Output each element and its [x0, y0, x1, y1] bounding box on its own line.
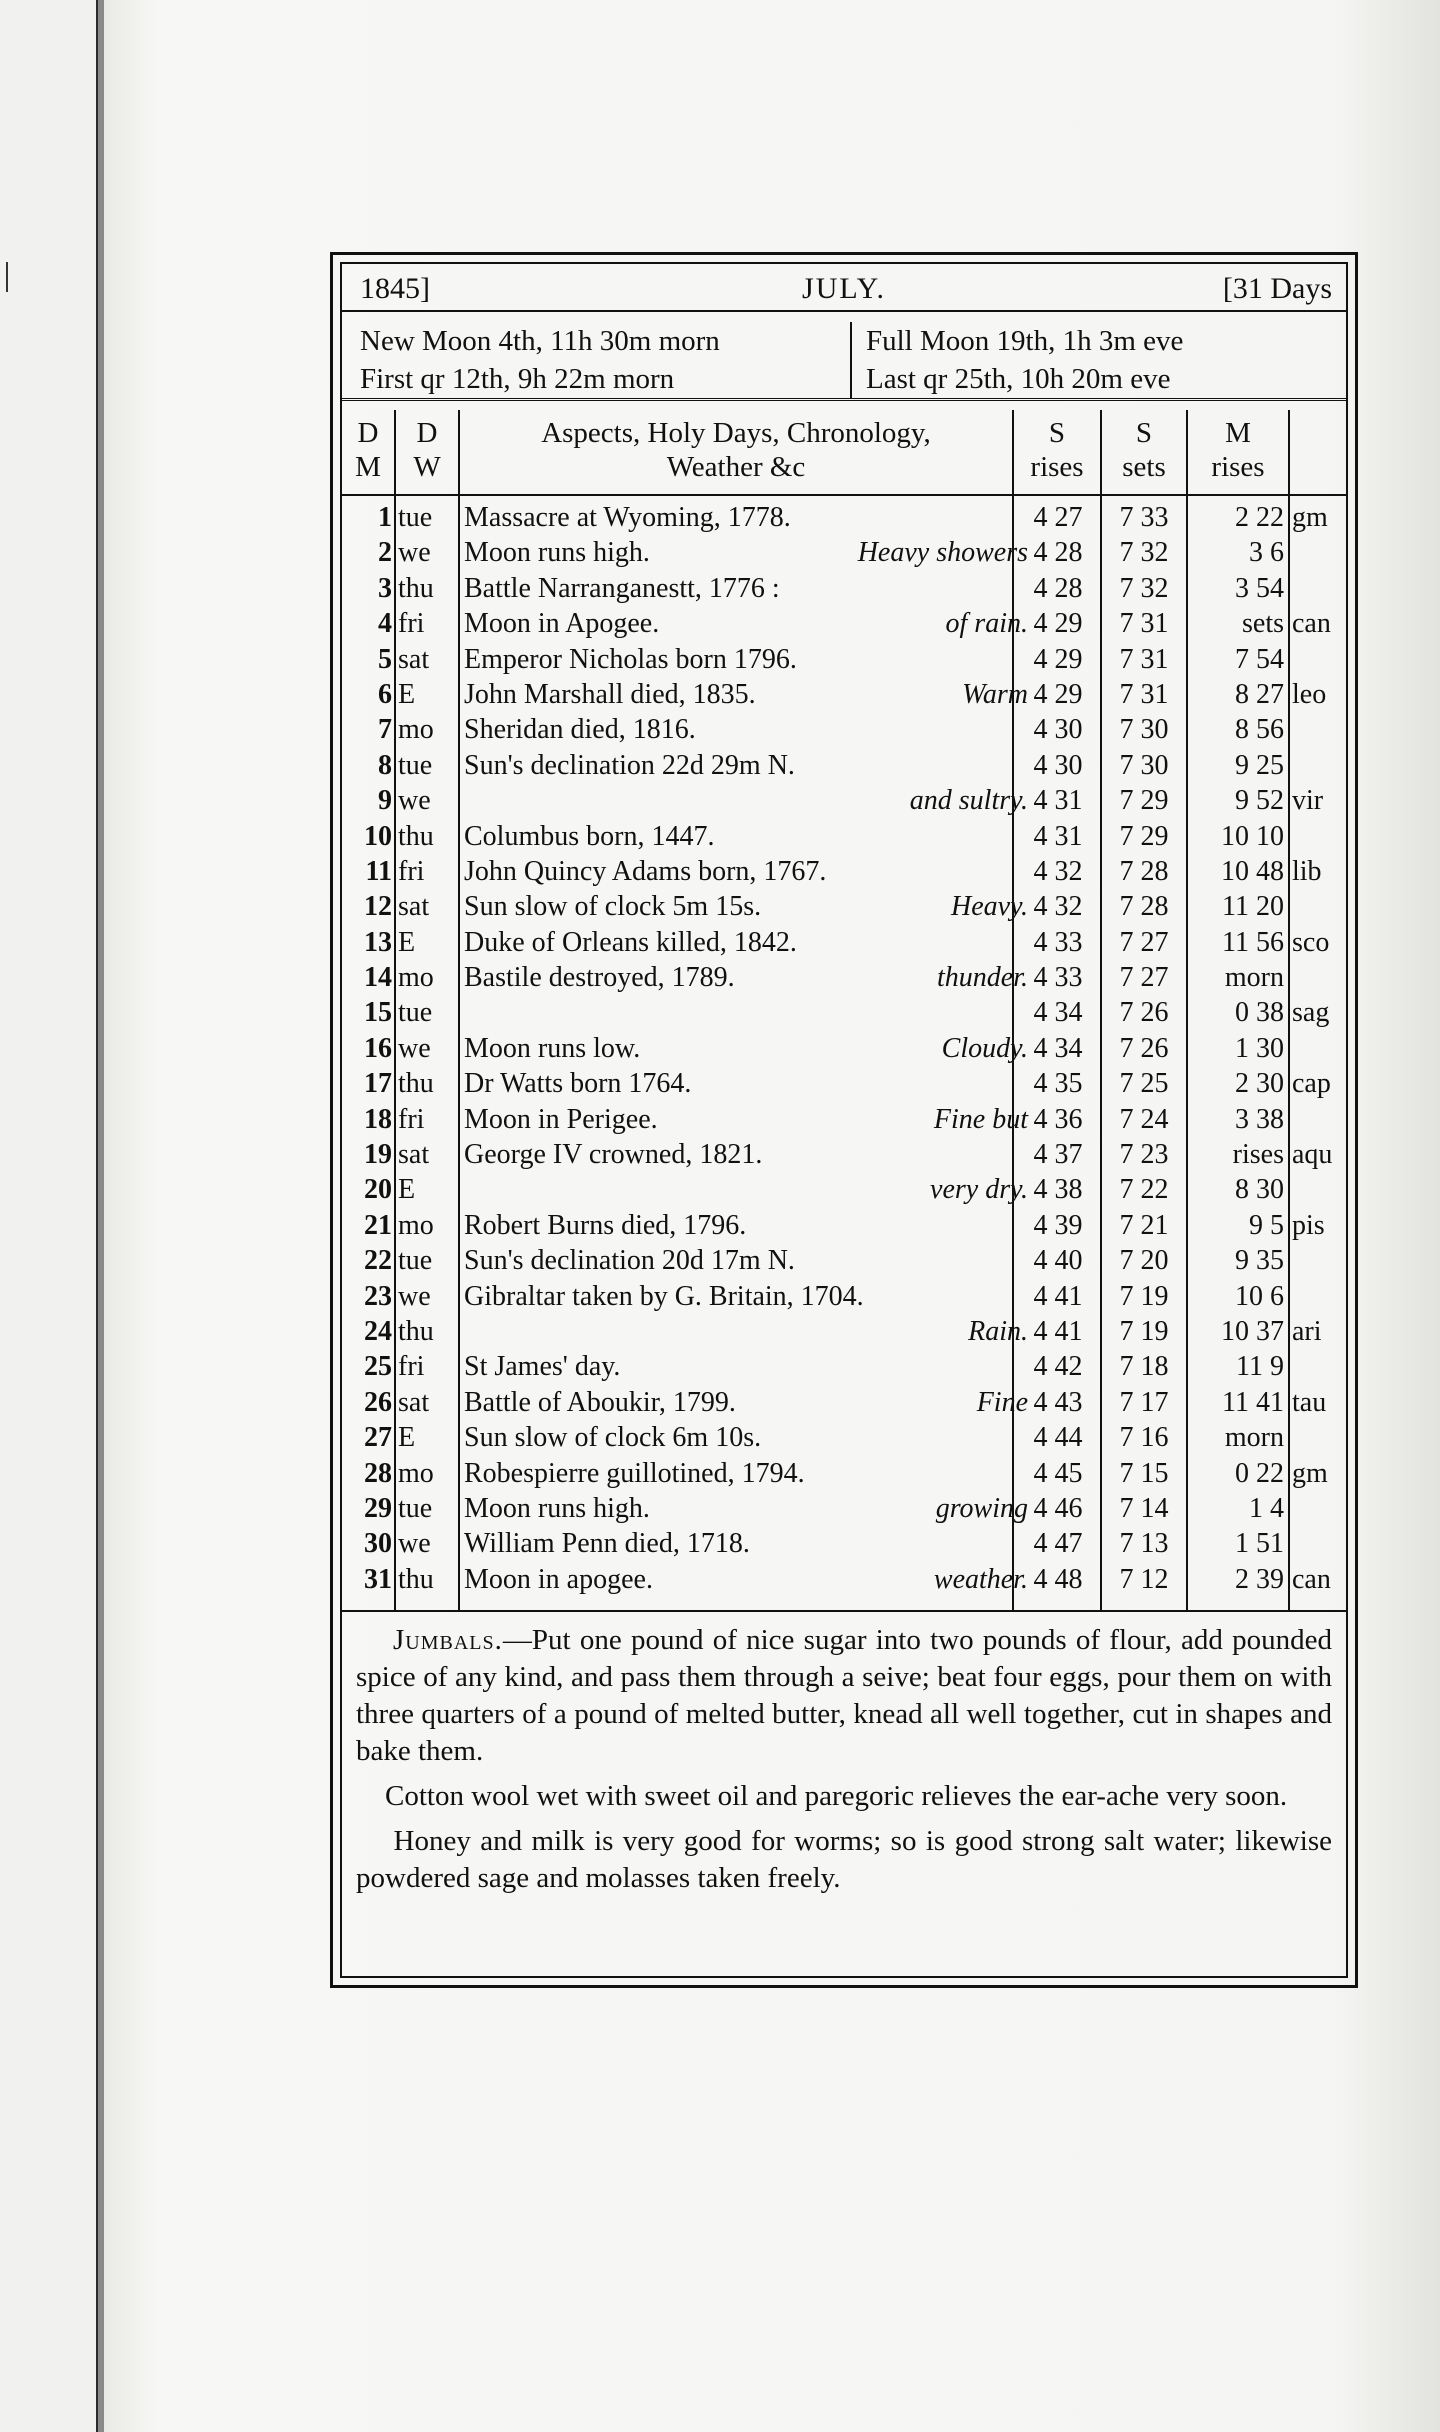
weather: very dry. [930, 1174, 1028, 1206]
moon-rises: sets [1242, 608, 1284, 640]
day-of-month: 6 [378, 678, 392, 710]
moon-rises: 7 54 [1235, 643, 1284, 675]
calendar-row [342, 1243, 1346, 1278]
recipe-section [356, 1622, 1332, 1964]
day-of-month: 15 [364, 997, 392, 1029]
moon-rises: 2 30 [1235, 1068, 1284, 1100]
day-of-week: fri [398, 1351, 425, 1383]
event: Bastile destroyed, 1789. [464, 962, 735, 994]
day-of-week: thu [398, 1315, 434, 1347]
sun-rises: 4 45 [1033, 1457, 1083, 1489]
sun-rises: 4 29 [1033, 643, 1083, 675]
sun-sets: 7 32 [1119, 537, 1169, 569]
day-of-week: E [398, 1174, 416, 1206]
zodiac: gm [1292, 1457, 1328, 1489]
sun-sets: 7 26 [1119, 1032, 1169, 1064]
sun-rises: 4 29 [1033, 678, 1083, 710]
day-of-week: sat [398, 643, 430, 675]
sun-sets: 7 31 [1119, 678, 1169, 710]
sun-sets: 7 14 [1119, 1492, 1169, 1524]
calendar-inner-frame [340, 262, 1348, 1978]
day-of-week: fri [398, 1103, 425, 1135]
moon-rises: 2 22 [1235, 502, 1284, 533]
header-days: [31 Days [1222, 272, 1332, 305]
zodiac: pis [1292, 1209, 1325, 1241]
sun-sets: 7 17 [1119, 1386, 1169, 1418]
day-of-month: 31 [364, 1563, 392, 1595]
sun-sets: 7 29 [1119, 785, 1169, 817]
moon-rises: 9 52 [1235, 785, 1284, 817]
event: Moon runs high. [464, 537, 650, 569]
day-of-week: sat [398, 891, 430, 923]
day-of-month: 17 [364, 1068, 392, 1100]
calendar-row [342, 642, 1346, 677]
moon-rises: 8 30 [1235, 1174, 1284, 1206]
moon-rises: 0 22 [1235, 1457, 1284, 1489]
moon-phases-left [360, 322, 720, 398]
calendar-row [342, 1208, 1346, 1243]
zodiac: lib [1292, 855, 1322, 887]
sun-rises: 4 30 [1033, 714, 1083, 746]
calendar-row [342, 1456, 1346, 1491]
header-month: JULY. [802, 272, 886, 305]
sun-rises: 4 35 [1033, 1068, 1083, 1100]
day-of-week: E [398, 926, 416, 958]
sun-sets: 7 13 [1119, 1528, 1169, 1560]
calendar-row [342, 571, 1346, 606]
col-header-sun-sets: S sets [1122, 417, 1166, 483]
day-of-week: we [398, 1280, 431, 1312]
sun-sets: 7 21 [1119, 1209, 1169, 1241]
calendar-row [342, 1349, 1346, 1384]
moon-rises: morn [1224, 1422, 1284, 1454]
sun-sets: 7 30 [1119, 749, 1169, 781]
event: John Quincy Adams born, 1767. [464, 855, 827, 887]
calendar-row [342, 748, 1346, 783]
sun-sets: 7 26 [1119, 997, 1169, 1029]
moon-rises: 9 35 [1235, 1245, 1284, 1277]
day-of-week: tue [398, 749, 433, 781]
moon-rises: 1 51 [1235, 1528, 1284, 1560]
day-of-week: sat [398, 1386, 430, 1418]
event: Massacre at Wyoming, 1778. [464, 502, 791, 533]
event: Sun's declination 20d 17m N. [464, 1245, 795, 1277]
event: Sun slow of clock 6m 10s. [464, 1422, 762, 1454]
event: George IV crowned, 1821. [464, 1139, 763, 1171]
zodiac: cap [1292, 1068, 1331, 1100]
event: Sun slow of clock 5m 15s. [464, 891, 762, 923]
weather: of rain. [945, 608, 1028, 640]
facing-page-mark [6, 262, 8, 292]
moon-rises: 3 38 [1235, 1103, 1284, 1135]
day-of-week: tue [398, 1245, 433, 1277]
day-of-month: 25 [364, 1351, 392, 1383]
col-header-day-week: D W [413, 417, 441, 483]
sun-sets: 7 18 [1119, 1351, 1169, 1383]
event: Sheridan died, 1816. [464, 714, 696, 746]
recipe-paragraph [356, 1622, 1332, 1770]
header-year: 1845] [360, 272, 430, 305]
day-of-month: 13 [364, 926, 392, 958]
calendar-row [342, 1031, 1346, 1066]
col-header-aspects: Aspects, Holy Days, Chronology, Weather &c [541, 417, 931, 483]
day-of-month: 7 [378, 714, 392, 746]
col-header-sun-rises: S rises [1030, 417, 1084, 483]
day-of-month: 29 [364, 1492, 392, 1524]
day-of-week: sat [398, 1139, 430, 1171]
event: Moon in apogee. [464, 1563, 653, 1595]
sun-sets: 7 32 [1119, 572, 1169, 604]
sun-rises: 4 32 [1033, 855, 1083, 887]
calendar-row [342, 1066, 1346, 1101]
day-of-month: 27 [364, 1422, 392, 1454]
sun-rises: 4 42 [1033, 1351, 1083, 1383]
zodiac: vir [1292, 785, 1324, 817]
day-of-week: fri [398, 608, 425, 640]
calendar-row [342, 535, 1346, 570]
day-of-month: 1 [378, 502, 392, 533]
full-moon-text: Full Moon 19th, 1h 3m eve [866, 325, 1184, 357]
calendar-row [342, 1279, 1346, 1314]
day-of-month: 12 [364, 891, 392, 923]
event: Robespierre guillotined, 1794. [464, 1457, 805, 1489]
moon-rises: 1 30 [1235, 1032, 1284, 1064]
event: Moon runs low. [464, 1032, 641, 1064]
sun-sets: 7 22 [1119, 1174, 1169, 1206]
day-of-week: tue [398, 1492, 433, 1524]
moon-rises: 8 27 [1235, 678, 1284, 710]
event: Duke of Orleans killed, 1842. [464, 926, 797, 958]
sun-rises: 4 34 [1033, 1032, 1083, 1064]
calendar-row [342, 677, 1346, 712]
weather: Fine but [933, 1103, 1028, 1135]
sun-sets: 7 31 [1119, 608, 1169, 640]
facing-page-edge [0, 0, 98, 2432]
day-of-month: 3 [378, 572, 392, 604]
sun-rises: 4 40 [1033, 1245, 1083, 1277]
day-of-month: 28 [364, 1457, 392, 1489]
calendar-row [342, 1314, 1346, 1349]
day-of-month: 10 [364, 820, 392, 852]
sun-sets: 7 31 [1119, 643, 1169, 675]
event: Robert Burns died, 1796. [464, 1209, 747, 1241]
calendar-row [342, 854, 1346, 889]
weather: Heavy. [951, 891, 1028, 923]
calendar-row [342, 995, 1346, 1030]
day-of-week: fri [398, 855, 425, 887]
sun-rises: 4 47 [1033, 1528, 1083, 1560]
calendar-row [342, 1491, 1346, 1526]
zodiac: leo [1292, 678, 1327, 710]
moon-rises: 11 9 [1236, 1351, 1284, 1383]
header-rule [342, 494, 1346, 496]
moon-rises: 9 25 [1235, 749, 1284, 781]
calendar-row [342, 960, 1346, 995]
sun-sets: 7 19 [1119, 1280, 1169, 1312]
sun-sets: 7 23 [1119, 1139, 1169, 1171]
day-of-week: thu [398, 1563, 434, 1595]
moon-rises: morn [1224, 962, 1284, 994]
weather: weather. [933, 1563, 1028, 1595]
day-of-week: E [398, 1422, 416, 1454]
sun-rises: 4 33 [1033, 962, 1083, 994]
day-of-month: 18 [364, 1103, 392, 1135]
moon-rises: 11 41 [1222, 1386, 1284, 1418]
moon-rises: 10 6 [1235, 1280, 1284, 1312]
sun-rises: 4 27 [1033, 502, 1083, 533]
moon-rises: 8 56 [1235, 714, 1284, 746]
day-of-week: we [398, 785, 431, 817]
moon-rises: 3 54 [1235, 572, 1284, 604]
zodiac: tau [1292, 1386, 1327, 1418]
weather: thunder. [937, 962, 1028, 994]
sun-sets: 7 12 [1119, 1563, 1169, 1595]
moon-phases [342, 312, 1346, 401]
day-of-month: 8 [378, 749, 392, 781]
day-of-week: tue [398, 997, 433, 1029]
weather: Fine [976, 1386, 1028, 1418]
day-of-month: 22 [364, 1245, 392, 1277]
event: Moon runs high. [464, 1492, 650, 1524]
event: Moon in Apogee. [464, 608, 660, 640]
sun-sets: 7 29 [1119, 820, 1169, 852]
day-of-week: we [398, 1032, 431, 1064]
calendar-row [342, 819, 1346, 854]
sun-sets: 7 25 [1119, 1068, 1169, 1100]
moon-rises: 10 48 [1221, 855, 1284, 887]
event: Battle Narranganestt, 1776 : [464, 572, 780, 604]
sun-rises: 4 28 [1033, 537, 1083, 569]
almanac-page [104, 0, 1440, 2432]
calendar-frame [330, 252, 1358, 1988]
day-of-month: 26 [364, 1386, 392, 1418]
event: Columbus born, 1447. [464, 820, 715, 852]
day-of-month: 11 [365, 855, 392, 887]
day-of-week: thu [398, 572, 434, 604]
calendar-row [342, 1385, 1346, 1420]
sun-rises: 4 33 [1033, 926, 1083, 958]
sun-rises: 4 28 [1033, 572, 1083, 604]
zodiac: can [1292, 1563, 1331, 1595]
event: Moon in Perigee. [464, 1103, 658, 1135]
first-quarter-text: First qr 12th, 9h 22m morn [360, 363, 675, 395]
zodiac: ari [1292, 1315, 1322, 1347]
sun-sets: 7 27 [1119, 926, 1169, 958]
zodiac: sag [1292, 997, 1330, 1029]
moon-rises: 9 5 [1249, 1209, 1284, 1241]
moon-rises: 11 56 [1222, 926, 1284, 958]
new-moon-text: New Moon 4th, 11h 30m morn [360, 325, 720, 357]
recipe-text: —Put one pound of nice sugar into two pounds of flour, add pounded spice of any kind, and pass them through a seive; beat four eggs, pour them on with three quarters of a pound of melted butter, knead all well together, cut in shapes and bake them. [356, 1624, 1333, 1767]
sun-rises: 4 43 [1033, 1386, 1083, 1418]
calendar-row [342, 1526, 1346, 1561]
month-header [342, 264, 1346, 312]
day-of-week: we [398, 537, 431, 569]
sun-rises: 4 31 [1033, 820, 1083, 852]
calendar-table [342, 410, 1346, 1612]
day-of-month: 23 [364, 1280, 392, 1312]
sun-sets: 7 30 [1119, 714, 1169, 746]
calendar-row [342, 712, 1346, 747]
sun-rises: 4 37 [1033, 1139, 1083, 1171]
sun-rises: 4 30 [1033, 749, 1083, 781]
day-of-month: 24 [364, 1315, 392, 1347]
moon-rises: 1 4 [1249, 1492, 1284, 1524]
zodiac: aqu [1292, 1139, 1333, 1171]
moon-rises: 10 37 [1221, 1315, 1284, 1347]
day-of-month: 2 [378, 537, 392, 569]
sun-rises: 4 29 [1033, 608, 1083, 640]
event: William Penn died, 1718. [464, 1528, 750, 1560]
event: John Marshall died, 1835. [464, 678, 756, 710]
sun-rises: 4 41 [1033, 1315, 1083, 1347]
calendar-row [342, 606, 1346, 641]
calendar-row [342, 500, 1346, 535]
day-of-week: we [398, 1528, 431, 1560]
day-of-month: 14 [364, 962, 392, 994]
weather: Heavy showers [857, 537, 1028, 569]
calendar-row [342, 1172, 1346, 1207]
tip-earache: Cotton wool wet with sweet oil and paregoric relieves the ear-ache very soon. [385, 1780, 1288, 1812]
sun-sets: 7 24 [1119, 1103, 1169, 1135]
day-of-month: 5 [378, 643, 392, 675]
event: Emperor Nicholas born 1796. [464, 643, 797, 675]
sun-rises: 4 41 [1033, 1280, 1083, 1312]
calendar-row [342, 1137, 1346, 1172]
weather: Warm [962, 678, 1028, 710]
day-of-week: thu [398, 1068, 434, 1100]
sun-sets: 7 28 [1119, 891, 1169, 923]
day-of-month: 19 [364, 1139, 392, 1171]
day-of-month: 16 [364, 1032, 392, 1064]
day-of-week: mo [398, 714, 434, 746]
event: Gibraltar taken by G. Britain, 1704. [464, 1280, 864, 1312]
day-of-month: 30 [364, 1528, 392, 1560]
col-header-day-month: D M [355, 417, 381, 483]
sun-sets: 7 16 [1119, 1422, 1169, 1454]
moon-phases-right [850, 322, 1183, 398]
recipe-title: Jumbals. [393, 1624, 503, 1656]
moon-rises: 0 38 [1235, 997, 1284, 1029]
moon-rises: 10 10 [1221, 820, 1284, 852]
day-of-month: 21 [364, 1209, 392, 1241]
calendar-rows [342, 500, 1346, 1597]
day-of-month: 9 [378, 785, 392, 817]
sun-rises: 4 48 [1033, 1563, 1083, 1595]
calendar-row [342, 1420, 1346, 1455]
last-quarter-text: Last qr 25th, 10h 20m eve [866, 363, 1171, 395]
sun-rises: 4 38 [1033, 1174, 1083, 1206]
calendar-row [342, 889, 1346, 924]
sun-rises: 4 32 [1033, 891, 1083, 923]
weather: Rain. [968, 1315, 1028, 1347]
moon-rises: 2 39 [1235, 1563, 1284, 1595]
event: Dr Watts born 1764. [464, 1068, 692, 1100]
moon-rises: rises [1232, 1139, 1284, 1171]
sun-sets: 7 19 [1119, 1315, 1169, 1347]
day-of-week: tue [398, 502, 433, 533]
sun-rises: 4 46 [1033, 1492, 1083, 1524]
sun-rises: 4 39 [1033, 1209, 1083, 1241]
sun-rises: 4 36 [1033, 1103, 1083, 1135]
event: Battle of Aboukir, 1799. [464, 1386, 736, 1418]
sun-sets: 7 33 [1119, 502, 1169, 533]
zodiac: sco [1292, 926, 1330, 958]
calendar-row [342, 925, 1346, 960]
event: St James' day. [464, 1351, 621, 1383]
tip-worms: Honey and milk is very good for worms; so is good strong salt water; likewise powdered sage and molasses taken freely. [356, 1825, 1332, 1894]
weather: growing [935, 1492, 1028, 1524]
zodiac: gm [1292, 502, 1328, 533]
sun-sets: 7 27 [1119, 962, 1169, 994]
day-of-month: 20 [364, 1174, 392, 1206]
moon-rises: 3 6 [1249, 537, 1284, 569]
sun-rises: 4 31 [1033, 785, 1083, 817]
calendar-row [342, 1102, 1346, 1137]
sun-rises: 4 44 [1033, 1422, 1083, 1454]
day-of-month: 4 [378, 608, 392, 640]
weather: and sultry. [909, 785, 1028, 817]
day-of-week: E [398, 678, 416, 710]
zodiac: can [1292, 608, 1331, 640]
weather: Cloudy. [941, 1032, 1028, 1064]
sun-sets: 7 15 [1119, 1457, 1169, 1489]
day-of-week: mo [398, 1209, 434, 1241]
day-of-week: mo [398, 962, 434, 994]
day-of-week: thu [398, 820, 434, 852]
sun-sets: 7 28 [1119, 855, 1169, 887]
sun-rises: 4 34 [1033, 997, 1083, 1029]
event: Sun's declination 22d 29m N. [464, 749, 795, 781]
calendar-row [342, 1562, 1346, 1597]
day-of-week: mo [398, 1457, 434, 1489]
calendar-row [342, 783, 1346, 818]
moon-rises: 11 20 [1222, 891, 1284, 923]
col-header-moon-rises: M rises [1211, 417, 1265, 483]
sun-sets: 7 20 [1119, 1245, 1169, 1277]
